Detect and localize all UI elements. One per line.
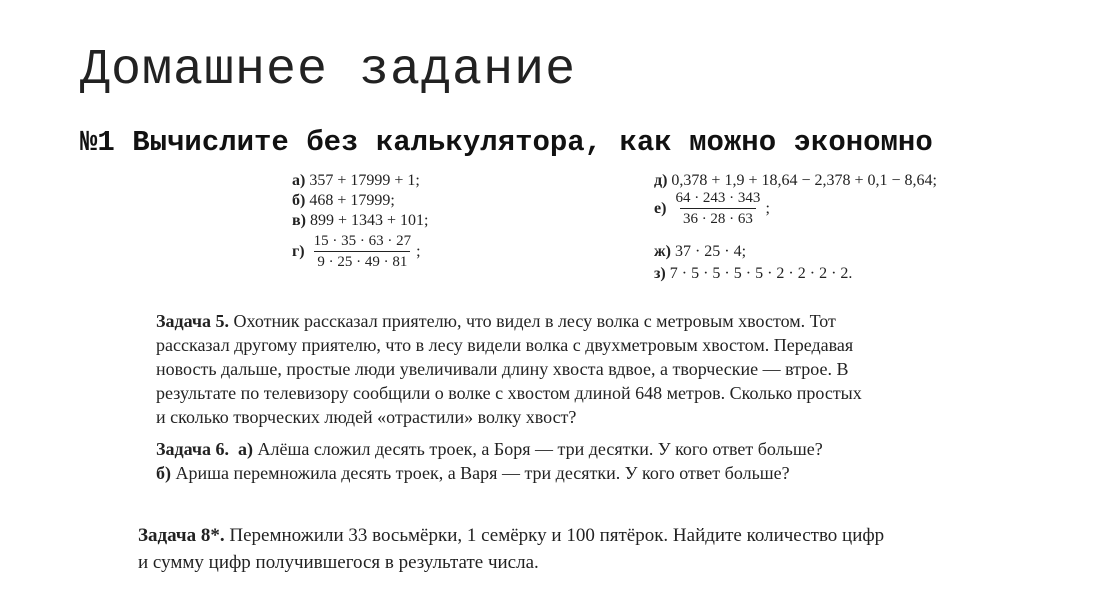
page-title: Домашнее задание	[80, 42, 577, 99]
problem-text: Алёша сложил десять троек, а Боря — три десятки. У кого ответ больше?	[257, 439, 823, 459]
problem-8-line-1	[138, 522, 1078, 549]
problem-5-line-2: рассказал другому приятелю, что в лесу видели волка с двухметровым хвостом. Передавая	[156, 335, 854, 355]
problem-5-line-3: новость дальше, простые люди увеличивали длину хвоста вдвое, а творческие — втрое. В	[156, 359, 849, 379]
exercise-g	[292, 232, 421, 271]
part-label: б)	[156, 463, 171, 483]
problem-8	[138, 522, 1078, 576]
exercise-label: з)	[654, 265, 666, 282]
exercise-label: а)	[292, 172, 306, 189]
problem-label: Задача 8*.	[138, 525, 225, 546]
fraction-denominator: 36 · 28 · 63	[680, 208, 756, 228]
exercise-label: ж)	[654, 243, 671, 260]
exercise-label: б)	[292, 192, 306, 209]
fraction-denominator: 9 · 25 · 49 · 81	[314, 251, 410, 271]
exercise-label: е)	[654, 199, 667, 217]
problem-8-line-2: и сумму цифр получившегося в результате числа.	[138, 552, 539, 573]
problem-6	[156, 437, 976, 485]
exercise-label: в)	[292, 212, 306, 229]
part-label: а)	[238, 439, 254, 459]
fraction-tail: ;	[765, 199, 770, 217]
problem-text: Перемножили 33 восьмёрки, 1 семёрку и 100 пятёрок. Найдите количество цифр	[229, 525, 885, 546]
problem-5	[156, 309, 976, 429]
exercise-zh	[654, 241, 746, 263]
fraction	[672, 189, 763, 228]
exercise-expression: 468 + 17999;	[309, 192, 395, 209]
problem-5-line-4: результате по телевизору сообщили о волке с хвостом длиной 648 метров. Сколько простых	[156, 383, 862, 403]
exercise-e	[654, 189, 770, 228]
exercise-expression: 899 + 1343 + 101;	[309, 212, 429, 229]
fraction-tail: ;	[416, 242, 421, 260]
exercise-expression: 7 · 5 · 5 · 5 · 5 · 2 · 2 · 2 · 2.	[669, 265, 853, 282]
problem-label: Задача 6.	[156, 439, 230, 459]
exercise-expression: 0,378 + 1,9 + 18,64 − 2,378 + 0,1 − 8,64;	[671, 172, 937, 189]
fraction-numerator: 64 · 243 · 343	[675, 190, 761, 206]
exercise-label: д)	[654, 172, 668, 189]
fraction	[311, 232, 415, 271]
exercise-b	[292, 190, 395, 212]
problem-5-line-1	[156, 309, 976, 333]
exercise-expression: 37 · 25 · 4;	[674, 243, 747, 260]
problem-text: Охотник рассказал приятелю, что видел в лесу волка с метровым хвостом. Тот	[233, 311, 836, 331]
problem-6-part-a	[156, 437, 976, 461]
problem-6-part-b	[156, 461, 976, 485]
exercise-a	[292, 170, 420, 192]
task1-heading: №1 Вычислите без калькулятора, как можно экономно	[80, 126, 933, 159]
problem-5-line-5: и сколько творческих людей «отрастили» волку хвост?	[156, 407, 577, 427]
problem-text: Ариша перемножила десять троек, а Варя — три десятки. У кого ответ больше?	[175, 463, 790, 483]
problem-label: Задача 5.	[156, 311, 230, 331]
exercise-v	[292, 210, 428, 232]
exercise-label: г)	[292, 242, 305, 260]
exercise-expression: 357 + 17999 + 1;	[309, 172, 420, 189]
exercise-z	[654, 263, 852, 285]
fraction-numerator: 15 · 35 · 63 · 27	[313, 233, 412, 249]
